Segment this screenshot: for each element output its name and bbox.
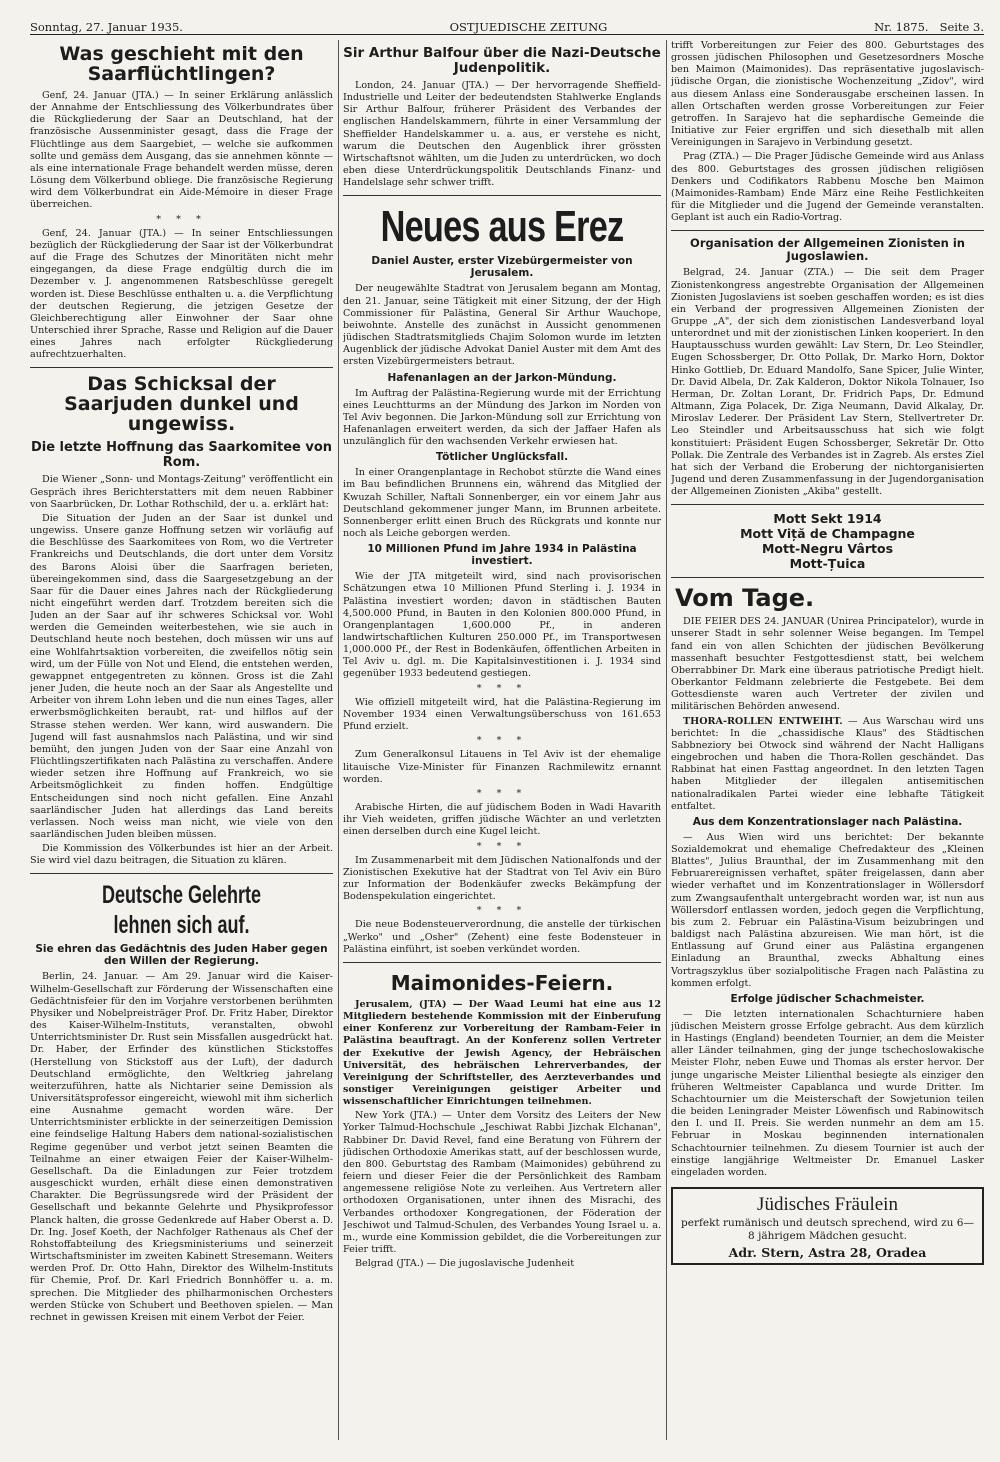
article-paragraph: Die Kommission des Völkerbundes ist hier an der Arbeit. Sie wird viel dazu beitragen, die Situation zu klären. bbox=[30, 843, 333, 867]
section-stars: * * * bbox=[476, 787, 528, 799]
headline-gelehrte: Deutsche Gelehrte lehnen sich auf. bbox=[101, 881, 262, 940]
column-middle bbox=[343, 40, 661, 1440]
separator bbox=[671, 504, 984, 505]
headline-neues-aus-erez: Neues aus Erez bbox=[380, 202, 624, 252]
headline-saarfluechtlinge: Was geschieht mit den Saarflüchtlingen? bbox=[59, 43, 304, 85]
article-paragraph: Die Wiener „Sonn- und Montags-Zeitung" veröffentlicht ein Gespräch ihres Berichterstatters mit dem neuen Rabbiner von Saarbrücken, Dr. Lothar Rothschild, der u. a. erklärt hat: bbox=[30, 474, 333, 510]
subheadline-schachmeister: Erfolge jüdischer Schachmeister. bbox=[730, 992, 925, 1005]
article-paragraph: In einer Orangenplantage in Rechobot stürzte die Wand eines im Bau befindlichen Brunnens ein, während das Mitglied der Kwuzah Schiller, Naftali Sonnenberger, ein vor einem Jahr aus Deutschland gekommener junger Mann, im Brunnen arbeitete. Sonnenberger erlitt einen Bruch des Rückgrats und konnte nur noch als Leiche geborgen werden. bbox=[343, 467, 661, 540]
ad-body: perfekt rumänisch und deutsch sprechend, wird zu 6—8 jährigem Mädchen gesucht. bbox=[681, 1217, 974, 1243]
page-number: Seite 3. bbox=[939, 20, 984, 34]
promo-block bbox=[671, 511, 984, 571]
article-paragraph: Genf, 24. Januar (JTA.) — In seiner Erklärung anlässlich der Annahme der Entschliessung des Völkerbundrates über die Rückgliederung der Saar an Deutschland, hat der französische Aussenminister gesagt, dass die Frage der Flüchtlinge aus dem Saargebiet, — welche sie aufkommen sollte und gemäss dem Ausgang, das sie annehmen könnte — als eine internationale Frage behandelt werden müsse, deren Lösung dem Völkerbund obliege. Die französische Regierung wird dem Völkerbundrat ein Aide-Mémoire in dieser Frage überreichen. bbox=[30, 90, 333, 211]
article-paragraph: Die neue Bodensteuerverordnung, die anstelle der türkischen „Werko" und „Osher" (Zehent) eine feste Bodensteuer in Palästina einführt, ist soeben verkündet worden. bbox=[343, 919, 661, 955]
article-paragraph: Der neugewählte Stadtrat von Jerusalem begann am Montag, den 21. Januar, seine Tätigkeit mit einer Sitzung, der der High Commissioner für Palästina, General Sir Arthur Wauchope, beiwohnte. Anstelle des zunächst in Aussicht genommenen jüdischen Stadtratsmitglieds Chajim Solomon wurde im letzten Augenblick der jüdische Advokat Daniel Auster mit dem Amt des ersten Vizebürgermeisters betraut. bbox=[343, 283, 661, 368]
article-paragraph: Wie der JTA mitgeteilt wird, sind nach provisorischen Schätzungen etwa 10 Millionen Pfund Sterling i. J. 1934 in Palästina investiert worden; davon in städtischen Bauten 4,500.000 Pfund, in Bauten in den Kolonien 800.000 Pfund, in Orangenplantagen 1,600.000 Pf., in anderen landwirtschaftlichen Kulturen 250.000 Pf., im Transportwesen 1,000.000 Pf., der Rest in Bodenkäufen, öffentlichen Arbeiten in Tel Aviv u. dgl. m. Die Kapitalsinvestitionen i. J. 1934 sind gegenüber 1933 bedeutend gestiegen. bbox=[343, 571, 661, 680]
headline-saarjuden: Das Schicksal der Saarjuden dunkel und ungewiss. bbox=[64, 373, 299, 436]
masthead bbox=[30, 16, 984, 35]
separator bbox=[30, 873, 333, 874]
section-stars: * * * bbox=[476, 840, 528, 852]
headline-maimonides: Maimonides-Feiern. bbox=[390, 970, 614, 995]
article-paragraph: London, 24. Januar (JTA.) — Der hervorragende Sheffield-Industrielle und Leiter der bedeutendsten Stahlwerke Englands Sir Arthur Balfour, früherer Präsident des Verbandes der englischen Handelskammern, führte in einer Versammlung der Sheffielder Handelskammer u. a. aus, er verstehe es nicht, warum die Deutschen den Augenblick ihrer grössten Wirtschaftsnot wählten, um die Juden zu unterdrücken, wo doch eben diese Unterdrückungspolitik Deutschlands Finanz- und Handelslage sehr schwer trifft. bbox=[343, 80, 661, 189]
article-paragraph: Im Zusammenarbeit mit dem Jüdischen Nationalfonds und der Zionistischen Exekutive hat der Stadtrat von Tel Aviv ein Büro zur Information der Bodenkäufer zwecks Bekämpfung der Bodenspekulation eingerichtet. bbox=[343, 854, 661, 903]
section-stars: * * * bbox=[476, 735, 528, 747]
column-rule bbox=[338, 40, 339, 1440]
news-lead: THORA-ROLLEN ENTWEIHT. bbox=[683, 715, 843, 727]
promo-line: Mott-Negru Vârtos bbox=[761, 541, 894, 557]
article-paragraph: Belgrad (JTA.) — Die jugoslavische Judenheit bbox=[355, 1258, 575, 1270]
column-right bbox=[671, 40, 984, 1440]
section-stars: * * * bbox=[156, 213, 207, 225]
ad-title: Jüdisches Fräulein bbox=[757, 1194, 898, 1216]
separator bbox=[343, 195, 661, 196]
article-paragraph: Wie offiziell mitgeteilt wird, hat die Palästina-Regierung im November 1934 einen Verwaltungsüberschuss von 161.653 Pfund erzielt. bbox=[343, 696, 661, 733]
classified-ad bbox=[671, 1187, 984, 1265]
article-paragraph: Zum Generalkonsul Litauens in Tel Aviv ist der ehemalige litauische Vize-Minister für Finanzen Rachmilewitz ernannt worden. bbox=[343, 749, 661, 785]
article-paragraph: — Aus Wien wird uns berichtet: Der bekannte Sozialdemokrat und ehemalige Chefredakteur des „Kleinen Blattes", Julius Braunthal, der im Zusammenhang mit den Februarereignissen verhaftet, später freigelassen, dann aber wieder verhaftet und im Konzentrationslager in Wöllersdorf zum Zwangsaufenthalt untergebracht worden war, ist nun aus Wöllersdorf entlassen worden, jedoch gegen die Verpflichtung, bis zum 2. Februar ein Palästina-Visum beizubringen und baldigst nach Palästina abzureisen. Wie man hört, ist die Entlassung auf Grund einer aus Palästina ergangenen Einladung an Braunthal, zwecks Abhaltung eines Vortragszyklus über sozialpolitische Fragen nach Palästina zu kommen erfolgt. bbox=[671, 831, 984, 989]
headline-balfour: Sir Arthur Balfour über die Nazi-Deutsche Judenpolitik. bbox=[343, 45, 661, 76]
subheadline-zionisten: Organisation der Allgemeinen Zionisten in Jugoslawien. bbox=[690, 236, 965, 264]
article-paragraph: Belgrad, 24. Januar (ZTA.) — Die seit dem Prager Zionistenkongress angestrebte Organisation der Allgemeinen Zionisten Jugoslaviens ist soeben geschaffen worden; es ist dies ein Verband der progressiven Allgemeinen Zionisten der Gruppe „A", der sich dem zionistischen Landesverband loyal unterordnet und mit der zionistischen Linken kooperiert. In den Hauptausschuss wurden gewählt: Lav Stern, Dr. Leo Steindler, Eugen Schossberger, Dr. Otto Pollak, Dr. Marko Horn, Doktor Hinko Gottlieb, Dr. Eduard Mandolfo, Sane Spicer, Julie Winter, Dr. David Albela, Dr. Zak Kalderon, Doktor Nikola Tolnauer, Iso Herman, Dr. Zoltan Lorant, Dr. Fridrich Paps, Dr. Edmund Altmann, Ziga Polacek, Dr. Ziga Neumann, David Alkalay, Dr. Miroslav Lederer. Der Präsident Lav Stern, Stellvertreter Dr. Leo Steindler und Arbeitsausschuss hat sich wie folgt konstituiert: Präsident Eugen Schossberger, Sekretär Dr. Otto Pollak. Die Zentrale des Verbandes ist in Zagreb. Als erstes Ziel hat sich der Verband die Eroberung der nichtorganisierten Jugend und deren Zusammenfassung in der Jugendorganisation der Allgemeinen Zionisten „Akiba" gestellt. bbox=[671, 267, 984, 498]
article-paragraph: — Die letzten internationalen Schachturniere haben jüdischen Meistern grosse Erfolge gebracht. Aus dem kürzlich in Hastings (England) beendeten Tournier, an dem die Meister aller Länder teilnahmen, ging der junge tschechoslowakische Meister Flohr, neben Euwe und Thomas als erster hervor. Der junge ungarische Meister Lilienthal besiegte als einziger den früheren Weltmeister Capablanca und wurde Dritter. Im Schachtournier um die Meisterschaft der Sowjetunion teilen die beiden Leningrader Meister Löwenfisch und Rabinowitsch den I. und II. Preis. Sie werden nunmehr an dem am 15. Februar in Moskau beginnenden internationalen Schachtournier teilnehmen. Zu diesem Tournier ist auch der einstige langjährige Weltmeister Dr. Emanuel Lasker eingeladen worden. bbox=[671, 1008, 984, 1178]
separator bbox=[671, 230, 984, 231]
subheadline-hafenanlagen: Hafenanlagen an der Jarkon-Mündung. bbox=[387, 371, 617, 384]
promo-line: Mott Viță de Champagne bbox=[740, 526, 915, 542]
news-text: — Aus Warschau wird uns berichtet: In die „chassidische Klaus" des Städtischen Sabbneziory bei Otwock sind während der Nacht Halligans eingebrochen und haben die Thora-Rollen geschändet. Das Rabbinat hat einen Fasttag angeordnet. In den letzten Tagen haben Mitglieder der illegalen antisemitischen nationalradikalen Partei wieder eine lebhafte Tätigkeit entfaltet. bbox=[671, 715, 984, 812]
section-stars: * * * bbox=[476, 682, 528, 694]
issue-number-page bbox=[874, 20, 984, 34]
headline-vom-tage: Vom Tage. bbox=[675, 584, 815, 613]
section-stars: * * * bbox=[476, 905, 528, 917]
article-paragraph: Prag (ZTA.) — Die Prager Jüdische Gemeinde wird aus Anlass des 800. Geburtstages des grossen jüdischen religiösen Denkers und Codifikators Rabbenu Mosche ben Maimon (Maimonides-Rambam) Ende März eine Reihe Festlichkeiten für die Mitglieder und die Jugend der Gemeinde veranstalten. Geplant ist auch ein Radio-Vortrag. bbox=[671, 151, 984, 224]
separator bbox=[671, 577, 984, 578]
newspaper-title: OSTJUEDISCHE ZEITUNG bbox=[449, 20, 608, 34]
article-paragraph: DIE FEIER DES 24. JANUAR (Unirea Principatelor), wurde in unserer Stadt in sehr solenner Weise begangen. Im Tempel fand ein von allen Schichten der jüdischen Bevölkerung massenhaft besuchter Festgottesdienst statt, bei welchem Oberrabbiner Dr. Mark eine überaus patriotische Predigt hielt. Oberkantor Feldmann zelebrierte die Festgebete. Bei dem Gottesdienste waren auch Vertreter der zivilen und militärischen Behörden anwesend. bbox=[671, 616, 984, 713]
article-paragraph bbox=[671, 716, 984, 813]
column-rule bbox=[666, 40, 667, 1440]
subheadline-saarkomitee: Die letzte Hoffnung das Saarkomitee von Rom. bbox=[30, 440, 333, 471]
column-left bbox=[30, 40, 333, 1440]
subheadline-ungluecksfall: Tötlicher Unglücksfall. bbox=[435, 451, 569, 464]
subheadline-auster: Daniel Auster, erster Vizebürgermeister von Jerusalem. bbox=[371, 255, 633, 280]
subheadline-millionen: 10 Millionen Pfund im Jahre 1934 in Palästina investiert. bbox=[367, 543, 637, 568]
promo-line: Mott-Țuica bbox=[789, 556, 866, 572]
article-paragraph: Genf, 24. Januar (JTA.) — In seiner Entschliessungen bezüglich der Rückgliederung der Saar ist der Völkerbundrat auf die Frage des Schutzes der Minoritäten nicht mehr eingegangen, da diese Frage endgültig durch die im Dezember v. J. angenommenen Ratsbeschlüsse geregelt worden ist. Diese Beschlüsse enthalten u. a. die Verpflichtung der deutschen Regierung, die jetzigen Gesetze der Gleichberechtigung aller Einwohner der Saar ohne Unterschied ihrer Sprache, Rasse und Religion auf die Dauer eines Jahres nach erfolgter Rückgliederung aufrechtzuerhalten. bbox=[30, 227, 333, 361]
issue-number: Nr. 1875. bbox=[874, 20, 929, 34]
ad-address: Adr. Stern, Astra 28, Oradea bbox=[728, 1245, 927, 1261]
subheadline-haber: Sie ehren das Gedächtnis des Juden Haber gegen den Willen der Regierung. bbox=[35, 943, 328, 968]
subheadline-konzentrationslager: Aus dem Konzentrationslager nach Palästina. bbox=[692, 815, 963, 828]
separator bbox=[30, 367, 333, 368]
article-paragraph: Arabische Hirten, die auf jüdischem Boden in Wadi Havarith ihr Vieh weideten, griffen jüdische Wächter an und verletzten einen derselben durch eine Kugel leicht. bbox=[343, 802, 661, 838]
promo-line: Mott Sekt 1914 bbox=[773, 511, 882, 527]
article-paragraph: New York (JTA.) — Unter dem Vorsitz des Leiters der New Yorker Talmud-Hochschule „Jeschiwat Rabbi Jizchak Elchanan", Rabbiner Dr. David Revel, fand eine Beratung von Führern der jüdischen Orthodoxie Amerikas statt, auf der beschlossen wurde, den 800. Geburtstag des Rambam (Maimonides) gebührend zu feiern und dieser Feier die der Persönlichkeit des Rambam angemessene religiöse Note zu verleihen. Aus Vertretern aller orthodoxen Organisationen, unter ihnen des Misrachi, des Verbandes orthodoxer Kongregationen, der Föderation der Jeschiwot und Talmud-Schulen, des Verbandes Young Israel u. a. m., wurde eine Kommission gebildet, die die Vorbereitungen zur Feier trifft. bbox=[343, 1110, 661, 1256]
article-paragraph: Im Auftrag der Palästina-Regierung wurde mit der Errichtung eines Leuchtturms an der Mündung des Jarkon im Norden von Tel Aviv begonnen. Die Jarkon-Mündung soll zur Errichtung von Hafenanlagen erweitert werden, da sich der Jaffaer Hafen als unzulänglich für den wachsenden Verkehr erwiesen hat. bbox=[343, 387, 661, 448]
article-paragraph: Berlin, 24. Januar. — Am 29. Januar wird die Kaiser-Wilhelm-Gesellschaft zur Förderung der Wissenschaften eine Gedächtnisfeier für den im Vorjahre verstorbenen berühmten Physiker und Nobelpreisträger Prof. Dr. Fritz Haber, Direktor des Kaiser-Wilhelm-Instituts, veranstalten, obwohl Unterrichtsminister Dr. Rust sein Missfallen ausgedrückt hat. Dr. Haber, der Erfinder des künstlichen Stickstoffes (Herstellung von Stickstoff aus der Luft), der dadurch Deutschland ermöglichte, den Weltkrieg jahrelang weiterzuführen, hatte als Nichtarier seine Demission als Universitätsprofessor eingereicht, wiewohl mit ihm sicherlich eine Ausnahme gemacht worden wäre. Der Unterrichtsminister erblickte in der seinerzeitigen Demission eine feindselige Haltung Habers dem national-sozialistischen Regime gegenüber und verbot jetzt seinen Beamten die Teilnahme an einer etwaigen Feier der Kaiser-Wilhelm-Gesellschaft. Da die Einladungen zur Feier trotzdem ausgeschickt wurden, erhält diese einen demonstrativen Charakter. Die Begrüssungsrede wird der Präsident der Gesellschaft und bekannte Gelehrte und Physikprofessor Planck halten, die grosse Gedenkrede auf Haber Oberst a. D. Dr. Ing. Josef Koeth, der Nachfolger Rathenaus als Chef der Rohstoffabteilung des Kriegsministeriums und seinerzeit Wirtschaftsminister im zweiten Kabinett Stresemann. Weiters werden Prof. Dr. Otto Hahn, Direktor des Wilhelm-Instituts für Chemie, Prof. Dr. Karl Friedrich Bonnhöffer u. a. m. sprechen. Die Mitglieder des philharmonischen Orchesters werden Stücke von Schubert und Beethoven spielen. — Man rechnet in gewissen Kreisen mit einem Verbot der Feier. bbox=[30, 971, 333, 1323]
article-paragraph: Jerusalem, (JTA) — Der Waad Leumi hat eine aus 12 Mitgliedern bestehende Kommission mit der Einberufung einer Konferenz zur Vorbereitung der Rambam-Feier in Palästina beauftragt. An der Konferenz sollen Vertreter der Exekutive der Jewish Agency, der Hebräischen Universität, des hebräischen Lehrerverbandes, der Vereinigung der Schriftsteller, des Aerzteverbandes und sonstiger Vereinigungen geistiger Arbeiter und wissenschaftlicher Einrichtungen teilnehmen. bbox=[343, 998, 661, 1108]
issue-date: Sonntag, 27. Januar 1935. bbox=[30, 20, 183, 34]
separator bbox=[343, 962, 661, 963]
article-paragraph: trifft Vorbereitungen zur Feier des 800. Geburtstages des grossen jüdischen Philosophen und Gesetzesordners Mosche ben Maimon (Maimonides). Das repräsentative jugoslavisch-jüdische Organ, die zionistische Wochenzeitung „Zidov", wird aus diesem Anlass eine Sonderausgabe erscheinen lassen. In allen Ortschaften werden grosse Vorbereitungen zur Feier getroffen. In Sarajevo hat die sephardische Gemeinde die Initiative zur Feier ergriffen und sich diesethalb mit allen Vereinigungen in Sarajevo in Verbindung gesetzt. bbox=[671, 40, 984, 149]
article-paragraph: Die Situation der Juden an der Saar ist dunkel und ungewiss. Unsere ganze Hoffnung setzen wir vorläufig auf die Beschlüsse des Saarkomitees von Rom, wo die Vertreter Frankreichs und Deutschlands, die dort unter dem Vorsitz des Barons Aloisi über die Saarfragen berieten, übereingekommen sind, dass die Saargesetzgebung an der Saar für die Dauer eines Jahres nach der Rückgliederung nicht eingeführt werden darf. Trotzdem bereiten sich die Juden an der Saar auf ihr schweres Schicksal vor. Wohl werden die Gemeinden weiterbestehen, wie sie auch in Deutschland heute noch bestehen, doch müssen wir uns auf eine Wohlfahrtsaktion vorbereiten, die zweifellos nötig sein wird, um der Fülle von Not und Elend, die entstehen werden, gewappnet entgegentreten zu können. Gross ist die Zahl jener Juden, die heute noch an der Saar als Angestellte und Arbeiter von ihrem Lohn leben und die nun eines Tages, aller erwerbsmöglichkeiten beraubt, rat- und hilflos auf der Strasse stehen werden. Wer kann, wird auswandern. Die Jugend will fast ausnahmslos nach Palästina, und wir sind bemüht, den jungen Juden von der Saar eine Anzahl von Flüchtlingszertifikaten nach Palästina zu verschaffen. Andere wieder setzen ihre Hoffnung auf Frankreich, wo sie Arbeitsmöglichkeit zu finden hoffen. Endgültige Entscheidungen sind noch nicht gefallen. Eine Anzahl saarländischer Juden hat allerdings das Land bereits verlassen. Noch weiss man nicht, wie viele von den saarländischen Juden bleiben müssen. bbox=[30, 512, 333, 840]
